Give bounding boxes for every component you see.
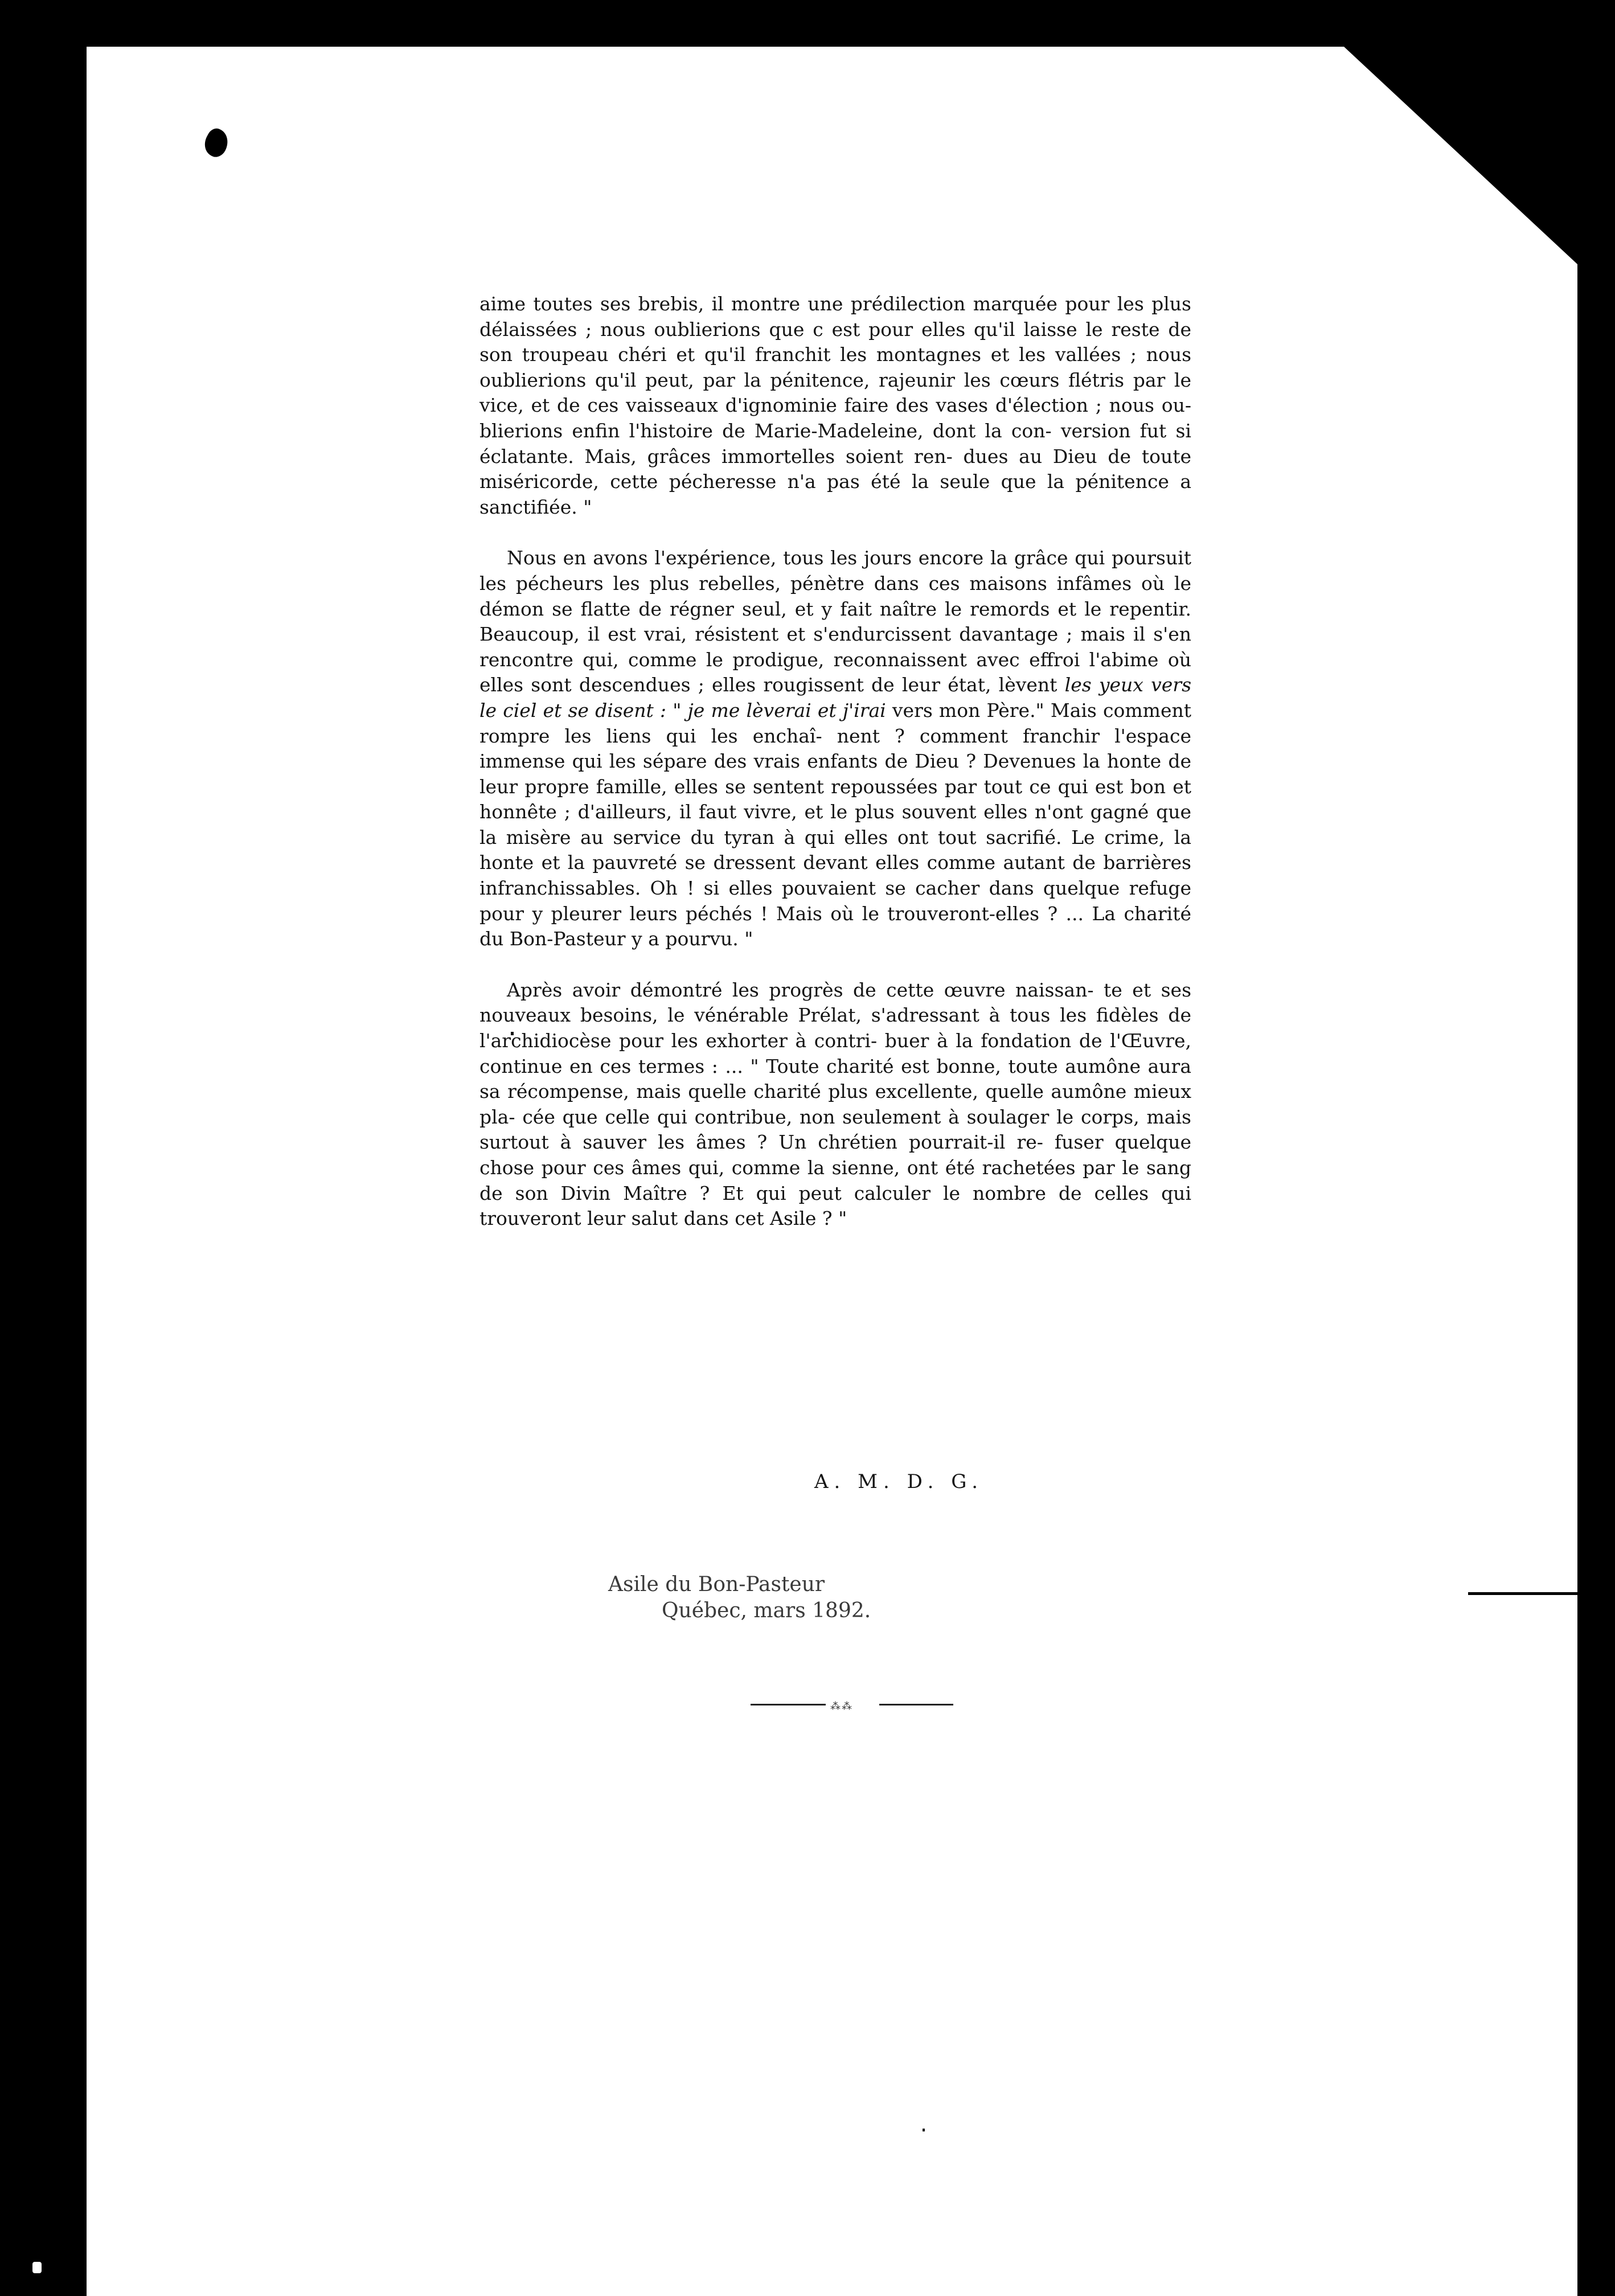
text-line: Bon-Pasteur y a pourvu. " <box>509 928 753 950</box>
text-line: Après avoir démontré les progrès de cette œuvre naissan- <box>507 978 1094 1001</box>
place-date: Québec, mars 1892. <box>662 1599 871 1622</box>
paragraph-3 <box>479 978 1191 1232</box>
text-line: été rachetées par le sang de son Divin Maître ? Et qui peut <box>479 1157 1191 1204</box>
text-line: fuser quelque chose pour ces âmes qui, comme la sienne, ont <box>479 1131 1191 1179</box>
punch-hole-mark <box>200 125 233 160</box>
text-line: nent ? comment franchir l'espace immense qui les sépare <box>479 724 1191 773</box>
text-line: buer à la fondation de l'Œuvre, continue en ces termes : ... <box>479 1030 1191 1077</box>
paragraph-1 <box>479 292 1191 520</box>
text-line: qu'il laisse le reste de son troupeau chéri et qu'il franchit les <box>479 318 1191 366</box>
closing-ornament <box>751 1700 978 1712</box>
ornament-flourish: ⁂⁂ <box>830 1700 853 1712</box>
text-line: été la seule que la pénitence a sanctifiée. " <box>479 470 1191 518</box>
text-line: vaisseaux d'ignominie faire des vases d'élection ; nous ou- <box>626 394 1191 417</box>
text-line: cée que celle qui contribue, non seulement à soulager le corps, <box>522 1105 1139 1128</box>
text-line: dues au Dieu de toute miséricorde, cette pécheresse n'a pas <box>479 445 1192 493</box>
text-line: mais surtout à sauver les âmes ? Un chrétien pourrait-il re- <box>479 1105 1191 1154</box>
text-line: maisons infâmes où le démon se flatte de régner seul, et y <box>479 572 1192 620</box>
text-line: te et ses nouveaux besoins, le vénérable Prélat, s'adressant à <box>479 978 1192 1027</box>
text-line: famille, elles se sentent repoussées par tout ce qui est bon et <box>596 775 1191 798</box>
paragraph-2 <box>479 546 1191 952</box>
text-line: blierions enfin l'histoire de Marie-Madeleine, dont la con- <box>479 419 1052 442</box>
text-line: sacrifié. Le crime, la honte et la pauvreté se dressent devant <box>479 826 1191 874</box>
ornament-rule-right <box>879 1704 953 1705</box>
place-name: Asile du Bon-Pasteur <box>608 1573 825 1596</box>
text-line: des vrais enfants de Dieu ? Devenues la honte de leur propre <box>479 750 1192 798</box>
text-line: elles comme autant de barrières infranchissables. Oh ! si elles <box>479 851 1191 900</box>
text-line: elles sont descendues ; elles rougissent de leur état, lèvent <box>479 674 1057 696</box>
text-line: pour les plus délaissées ; nous oublierions que c est pour elles <box>479 293 1191 341</box>
body-text <box>479 292 1191 1232</box>
scan-speck <box>923 2129 925 2131</box>
text-line: pénitence, rajeunir les cœurs flétris par le vice, et de ces <box>479 368 1191 417</box>
text-line: version fut si éclatante. Mais, grâces immortelles soient ren- <box>479 419 1191 468</box>
text-line: Nous en avons l'expérience, tous les jours encore la grâce <box>507 547 1068 569</box>
text-line: honnête ; d'ailleurs, il faut vivre, et le plus souvent elles n'ont <box>479 801 1083 823</box>
ornament-rule-left <box>751 1704 826 1705</box>
text-line: résistent et s'endurcissent davantage ; mais il s'en rencontre <box>479 623 1191 671</box>
text-line: mais quelle charité plus excellente, quelle aumône mieux pla- <box>479 1080 1191 1128</box>
text-line: montagnes et les vallées ; nous oublierions qu'il peut, par la <box>479 343 1192 391</box>
text-line: vers mon Père." Mais comment rompre les liens qui les enchaî- <box>479 699 1191 747</box>
scan-speck <box>32 2262 42 2273</box>
signature-amdg: A. M. D. G. <box>814 1470 984 1493</box>
text-line: aime toutes ses brebis, il montre une prédilection marquée <box>479 293 1057 315</box>
text-line: tous les fidèles de l'archidiocèse pour les exhorter à contri- <box>479 1004 1191 1052</box>
text-line: calculer le nombre de celles qui trouveront leur salut dans <box>479 1182 1191 1230</box>
text-line: leurs péchés ! Mais où le trouveront-elles ? ... La charité du <box>479 902 1191 950</box>
text-line: gagné que la misère au service du tyran à qui elles ont tout <box>479 801 1191 848</box>
text-line: qui poursuit les pécheurs les plus rebelles, pénètre dans ces <box>479 547 1191 594</box>
text-line: cet Asile ? " <box>735 1207 847 1230</box>
text-line: fait naître le remords et le repentir. Beaucoup, il est vrai, <box>479 597 1191 646</box>
text-line: pouvaient se cacher dans quelque refuge pour y pleurer <box>479 877 1191 925</box>
text-line: " Toute charité est bonne, toute aumône aura sa récompense, <box>479 1055 1191 1103</box>
edge-mark <box>1468 1592 1577 1595</box>
text-line-quote: les yeux vers le ciel et se disent : " je me lèverai et j'irai <box>479 674 1192 721</box>
text-line: qui, comme le prodigue, reconnaissent avec effroi l'abime où <box>583 648 1191 671</box>
